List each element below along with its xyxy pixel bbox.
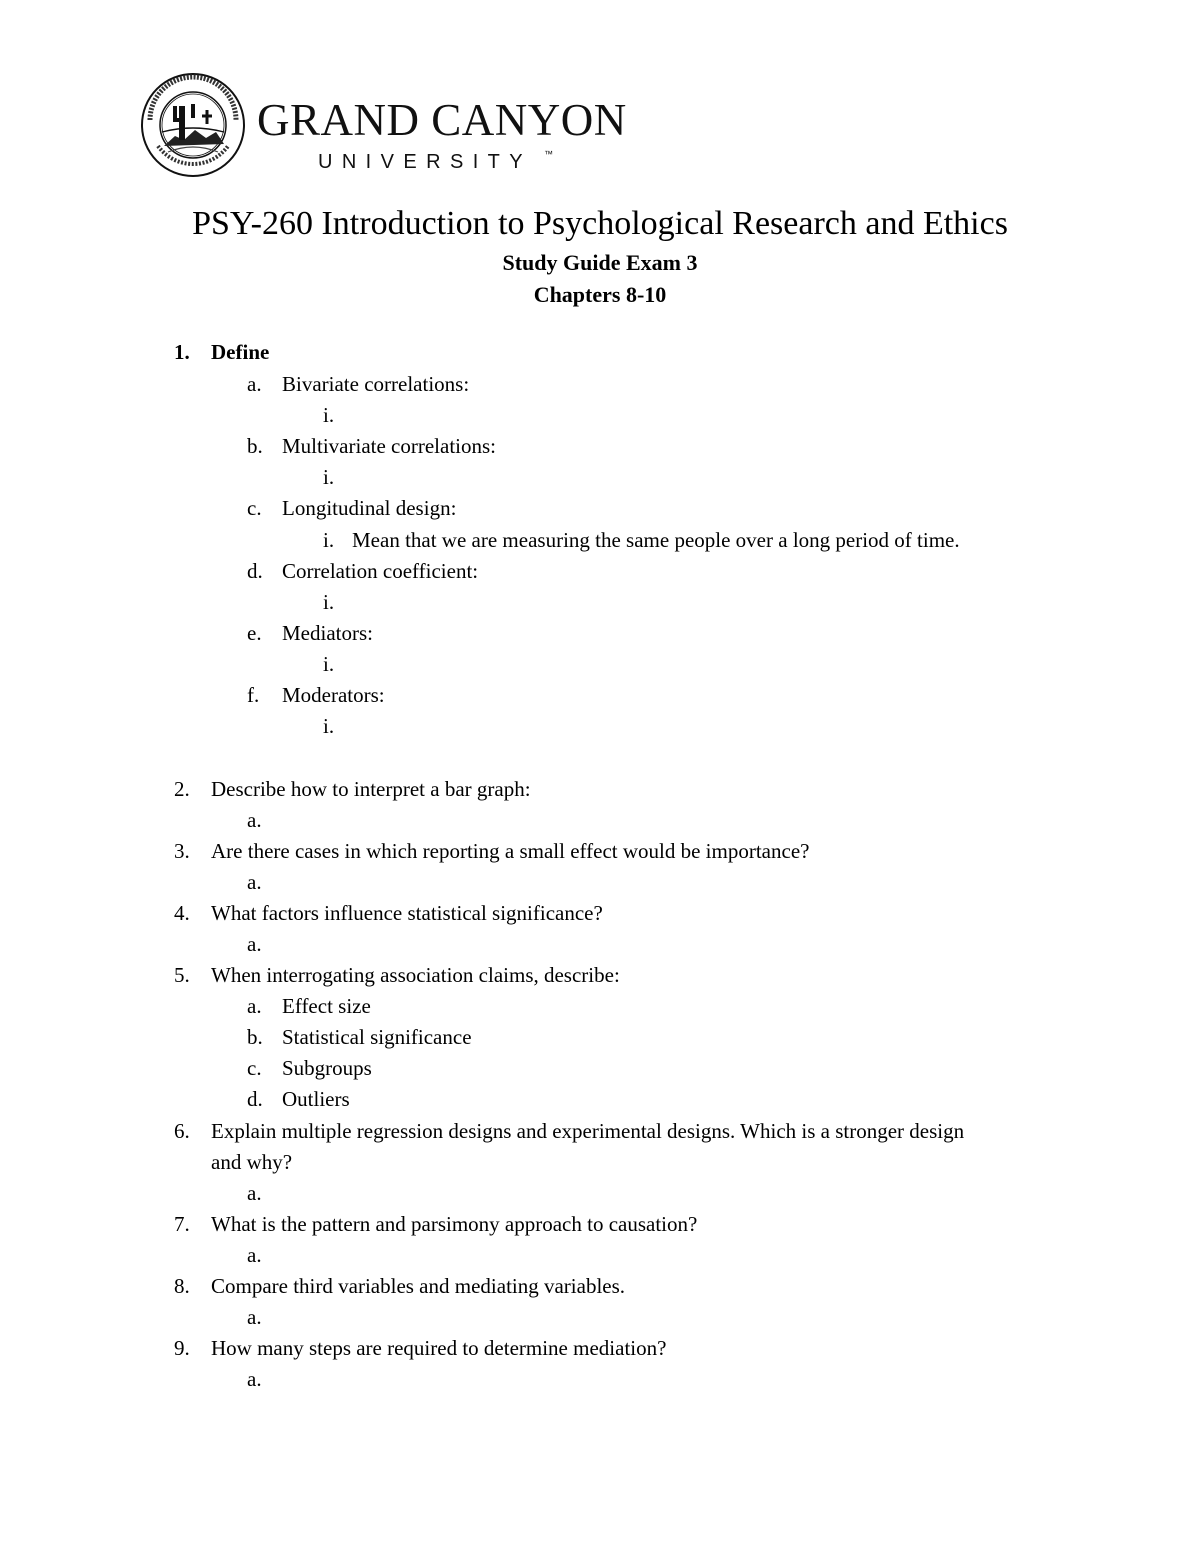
question-number: 2. (174, 777, 190, 801)
sub-item-text: Mean that we are measuring the same people over a long period of time. (352, 528, 960, 552)
question-text: Explain multiple regression designs and experimental designs. Which is a stronger design (211, 1119, 965, 1143)
answer-marker: a. (247, 870, 262, 894)
question-text: Describe how to interpret a bar graph: (211, 777, 531, 801)
item-letter: d. (247, 559, 263, 583)
answer-marker: a. (247, 1243, 262, 1267)
question-number: 9. (174, 1336, 190, 1360)
question-number: 3. (174, 839, 190, 863)
item-text: Subgroups (282, 1056, 372, 1080)
question-text-continuation: and why? (211, 1150, 293, 1174)
question-text: Compare third variables and mediating variables. (211, 1274, 626, 1298)
item-letter: c. (247, 1056, 262, 1080)
item-text: Moderators: (282, 683, 385, 707)
sub-item-marker: i. (323, 403, 335, 427)
item-text: Correlation coefficient: (282, 559, 479, 583)
sub-item-marker: i. (323, 652, 335, 676)
answer-marker: a. (247, 808, 262, 832)
item-text: Statistical significance (282, 1025, 472, 1049)
item-letter: a. (247, 372, 262, 396)
item-letter: e. (247, 621, 262, 645)
item-text: Multivariate correlations: (282, 434, 497, 458)
item-letter: b. (247, 1025, 263, 1049)
sub-item-marker: i. (323, 590, 335, 614)
sub-item-marker: i. (323, 528, 335, 552)
question-text: What is the pattern and parsimony approach to causation? (211, 1212, 698, 1236)
item-text: Bivariate correlations: (282, 372, 470, 396)
university-seal-icon (140, 72, 246, 178)
question-number: 7. (174, 1212, 190, 1236)
item-letter: d. (247, 1087, 263, 1111)
question-number: 1. (174, 340, 190, 364)
question-text: Define (211, 340, 270, 364)
item-letter: b. (247, 434, 263, 458)
question-number: 4. (174, 901, 190, 925)
chapters-heading: Chapters 8-10 (533, 282, 667, 307)
item-text: Mediators: (282, 621, 373, 645)
trademark-symbol: ™ (544, 149, 553, 159)
answer-marker: a. (247, 1181, 262, 1205)
question-text: When interrogating association claims, describe: (211, 963, 620, 987)
item-text: Longitudinal design: (282, 496, 457, 520)
answer-marker: a. (247, 1367, 262, 1391)
sub-item-marker: i. (323, 714, 335, 738)
item-letter: f. (247, 683, 260, 707)
answer-marker: a. (247, 932, 262, 956)
item-letter: a. (247, 994, 262, 1018)
sub-item-marker: i. (323, 465, 335, 489)
document-title: PSY-260 Introduction to Psychological Research and Ethics (192, 205, 1008, 242)
brand-name: GRAND CANYON (257, 95, 627, 145)
university-logo (140, 70, 627, 182)
brand-subname: UNIVERSITY (318, 151, 533, 173)
question-text: Are there cases in which reporting a small effect would be importance? (211, 839, 810, 863)
document-subtitle: Study Guide Exam 3 (502, 250, 698, 275)
answer-marker: a. (247, 1305, 262, 1329)
question-number: 5. (174, 963, 190, 987)
item-text: Effect size (282, 994, 371, 1018)
question-text: How many steps are required to determine mediation? (211, 1336, 667, 1360)
question-number: 8. (174, 1274, 190, 1298)
item-letter: c. (247, 496, 262, 520)
question-number: 6. (174, 1119, 190, 1143)
question-text: What factors influence statistical significance? (211, 901, 603, 925)
item-text: Outliers (282, 1087, 350, 1111)
